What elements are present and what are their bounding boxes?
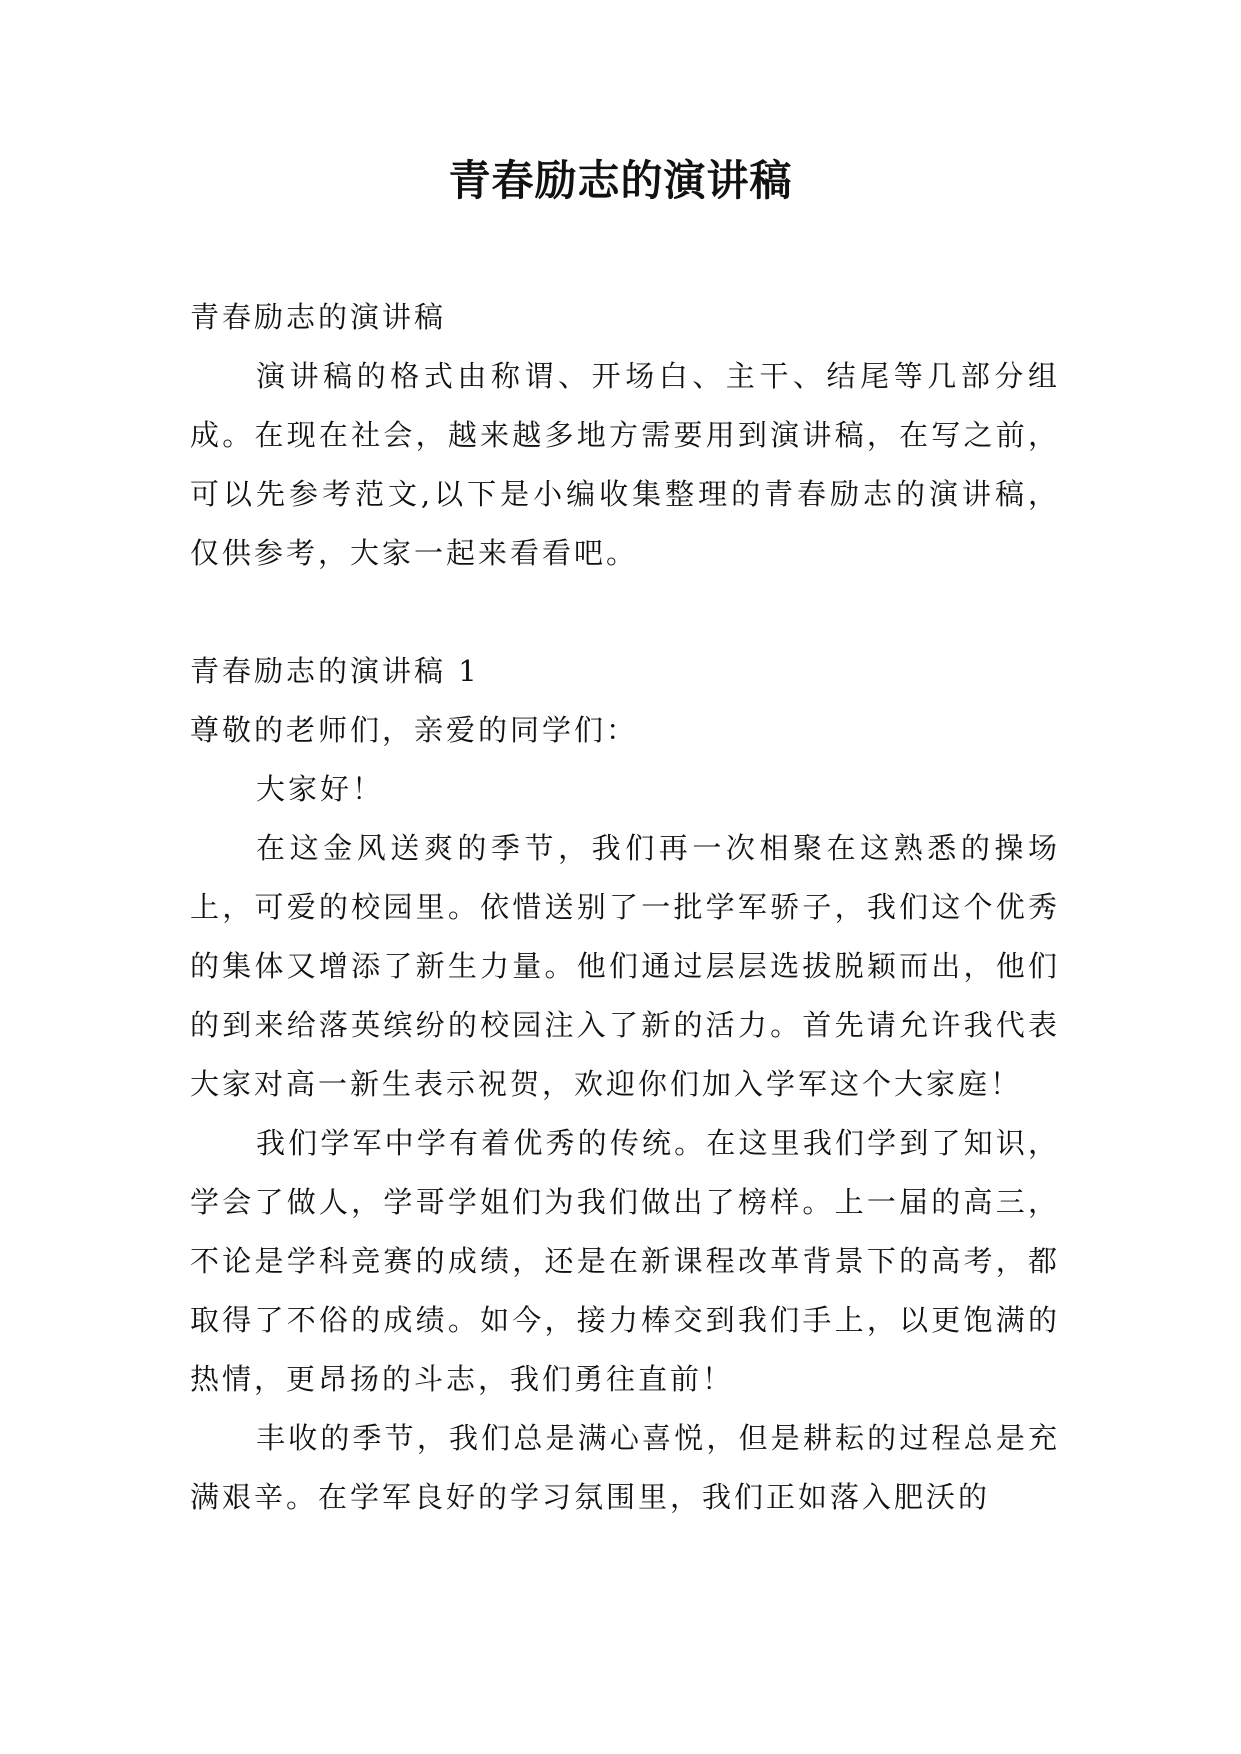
body-paragraph: 丰收的季节，我们总是满心喜悦，但是耕耘的过程总是充满艰辛。在学军良好的学习氛围里，我们正如落入肥沃的 [190,1421,1060,1514]
body-paragraph: 我们学军中学有着优秀的传统。在这里我们学到了知识，学会了做人，学哥学姐们为我们做出了榜样。上一届的高三，不论是学科竞赛的成绩，还是在新课程改革背景下的高考，都取得了不俗的成绩。如今，接力棒交到我们手上，以更饱满的热情，更昂扬的斗志，我们勇往直前！ [190,1126,1060,1396]
intro-paragraph: 演讲稿的格式由称谓、开场白、主干、结尾等几部分组成。在现在社会，越来越多地方需要用到演讲稿，在写之前，可以先参考范文,以下是小编收集整理的青春励志的演讲稿，仅供参考，大家一起来看看吧。 [190,359,1060,570]
section-heading: 青春励志的演讲稿 1 [190,654,480,688]
subtitle: 青春励志的演讲稿 [190,300,447,334]
salutation: 尊敬的老师们，亲爱的同学们： [190,713,639,747]
greeting: 大家好！ [256,772,385,806]
spacer [190,583,1060,642]
document-title: 青春励志的演讲稿 [448,156,793,205]
body-paragraph: 在这金风送爽的季节，我们再一次相聚在这熟悉的操场上，可爱的校园里。依惜送别了一批学军骄子，我们这个优秀的集体又增添了新生力量。他们通过层层选拔脱颖而出，他们的到来给落英缤纷的校园注入了新的活力。首先请允许我代表大家对高一新生表示祝贺，欢迎你们加入学军这个大家庭！ [190,831,1060,1101]
document-body [190,288,1060,1527]
